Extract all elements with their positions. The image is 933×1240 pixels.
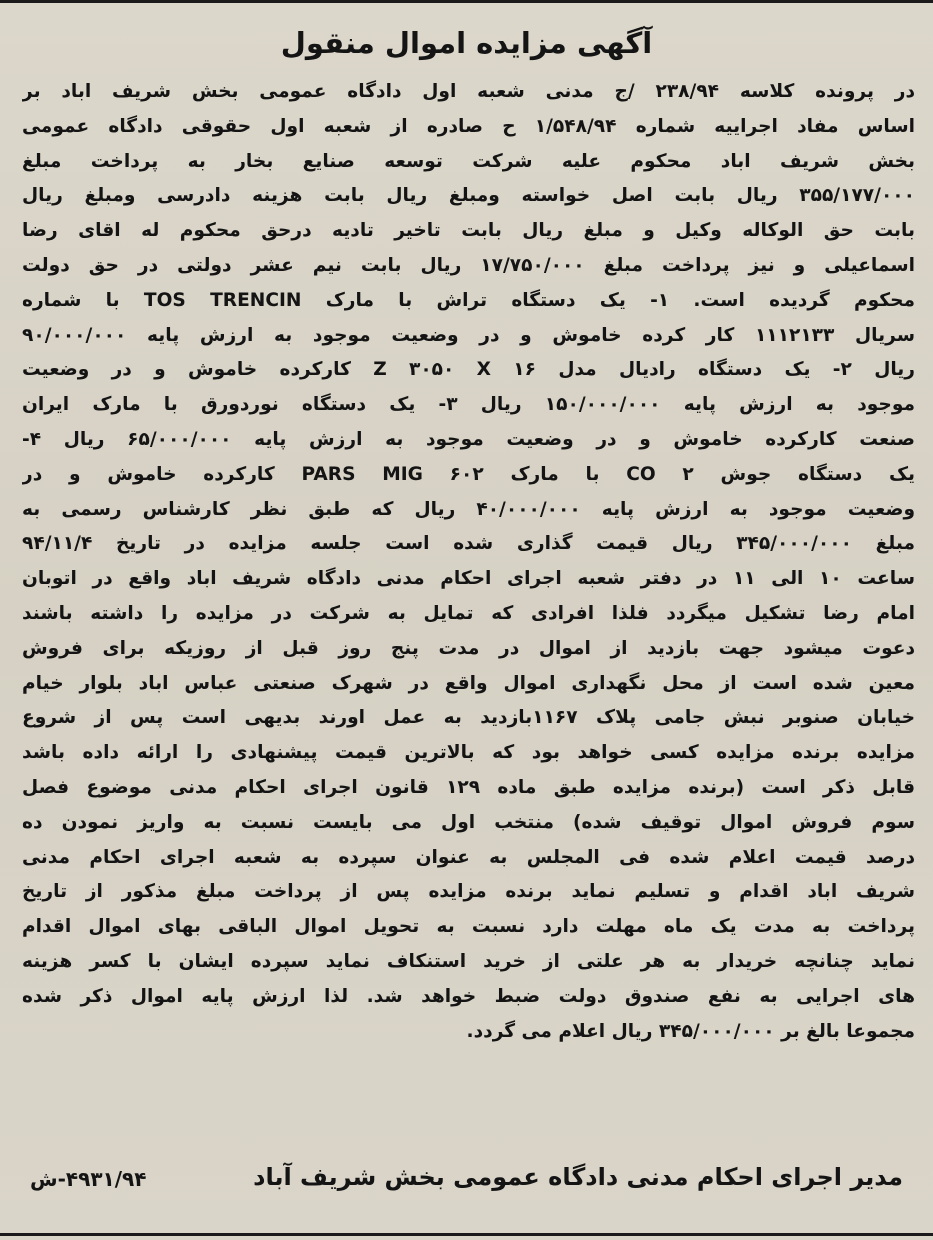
bottom-divider: [0, 1233, 933, 1236]
body-line: یک دستگاه جوش CO ۲ با مارک PARS MIG ۶۰۲ کارکرده خاموش و در: [22, 463, 915, 485]
body-line: پرداخت به مدت یک ماه مهلت دارد نسبت به تحویل اموال الباقی بهای اموال اقدام: [22, 916, 915, 938]
body-line: سوم فروش اموال توقیف شده) منتخب اول می بایست نسبت به واریز نمودن ده: [22, 811, 915, 833]
body-line: ساعت ۱۰ الی ۱۱ در دفتر شعبه اجرای احکام مدنی دادگاه شریف اباد واقع در اتوبان: [22, 568, 915, 590]
body-line: ریال ۲- یک دستگاه رادیال مدل Z ۳۰۵۰ X ۱۶ کارکرده خاموش و در وضعیت: [22, 359, 915, 381]
body-line: دعوت میشود جهت بازدید از اموال در مدت پنج روز قبل از روزیکه برای فروش: [22, 637, 915, 659]
body-line: های اجرایی به نفع صندوق دولت ضبط خواهد شد. لذا ارزش پایه اموال ذکر شده: [22, 985, 915, 1007]
body-line: بخش شریف اباد محکوم علیه شرکت توسعه صنایع بخار به پرداخت مبلغ: [22, 150, 915, 172]
body-line: در پرونده کلاسه ۲۳۸/۹۴ /ج مدنی شعبه اول دادگاه عمومی بخش شریف اباد بر: [22, 81, 915, 102]
notice-body: [22, 75, 915, 1049]
signature-line: مدیر اجرای احکام مدنی دادگاه عمومی بخش شریف آباد: [253, 1163, 903, 1191]
notice-footer: [30, 1163, 903, 1203]
body-line: سریال ۱۱۱۲۱۳۳ کار کرده خاموش و در وضعیت موجود به ارزش پایه ۹۰/۰۰۰/۰۰۰: [22, 324, 915, 346]
body-line: امام رضا تشکیل میگردد فلذا افرادی که تمایل به شرکت در مزایده را داشته باشند: [22, 602, 915, 624]
body-line: اساس مفاد اجراییه شماره ۱/۵۴۸/۹۴ ح صادره از شعبه اول حقوقی دادگاه عمومی: [22, 115, 915, 137]
body-line: مجموعا بالغ بر ۳۴۵/۰۰۰/۰۰۰ ریال اعلام می گردد.: [466, 1020, 915, 1042]
body-line: درصد قیمت اعلام شده فی المجلس به عنوان سپرده به شعبه اجرای احکام مدنی: [22, 846, 915, 868]
body-line: محکوم گردیده است. ۱- یک دستگاه تراش با مارک TOS TRENCIN با شماره: [22, 289, 915, 311]
body-line: وضعیت موجود به ارزش پایه ۴۰/۰۰۰/۰۰۰ ریال که طبق نظر کارشناس رسمی به: [22, 498, 915, 520]
body-line: اسماعیلی و نیز پرداخت مبلغ ۱۷/۷۵۰/۰۰۰ ریال بابت نیم عشر دولتی در حق دولت: [22, 254, 915, 276]
body-line: مزایده برنده مزایده کسی خواهد بود که بالاترین قیمت پیشنهادی را ارائه داده باشد: [22, 742, 915, 764]
body-line: موجود به ارزش پایه ۱۵۰/۰۰۰/۰۰۰ ریال ۳- یک دستگاه نوردورق با مارک ایران: [22, 394, 915, 416]
body-line: مبلغ ۳۴۵/۰۰۰/۰۰۰ ریال قیمت گذاری شده است جلسه مزایده در تاریخ ۹۴/۱۱/۴: [22, 533, 915, 555]
body-line: صنعت کارکرده خاموش و در وضعیت موجود به ارزش پایه ۶۵/۰۰۰/۰۰۰ ریال ۴-: [22, 428, 915, 450]
notice-title: آگهی مزایده اموال منقول: [280, 26, 653, 60]
body-line: شریف اباد اقدام و تسلیم نماید برنده مزایده پس از پرداخت مبلغ مذکور از تاریخ: [22, 881, 915, 903]
body-line: ۳۵۵/۱۷۷/۰۰۰ ریال بابت اصل خواسته ومبلغ ریال بابت هزینه دادرسی ومبلغ ریال: [22, 185, 915, 207]
body-line: خیابان صنوبر نبش جامی پلاک ۱۱۶۷بازدید به عمل اورند بدیهی است پس از شروع: [22, 707, 915, 729]
body-line: بابت حق الوکاله وکیل و مبلغ ریال بابت تاخیر تادیه درحق محکوم له اقای رضا: [22, 220, 915, 242]
body-line: معین شده است از محل نگهداری اموال واقع در شهرک صنعتی عباس اباد بلوار خیام: [22, 672, 915, 694]
notice-code: ۴۹۳۱/۹۴-ش: [30, 1167, 147, 1191]
body-line: قابل ذکر است (برنده مزایده طبق ماده ۱۲۹ قانون اجرای احکام مدنی موضوع فصل: [22, 776, 915, 798]
body-line: نماید چنانچه خریدار به هر علتی از خرید استنکاف نماید سپرده ایشان با کسر هزینه: [22, 950, 915, 972]
